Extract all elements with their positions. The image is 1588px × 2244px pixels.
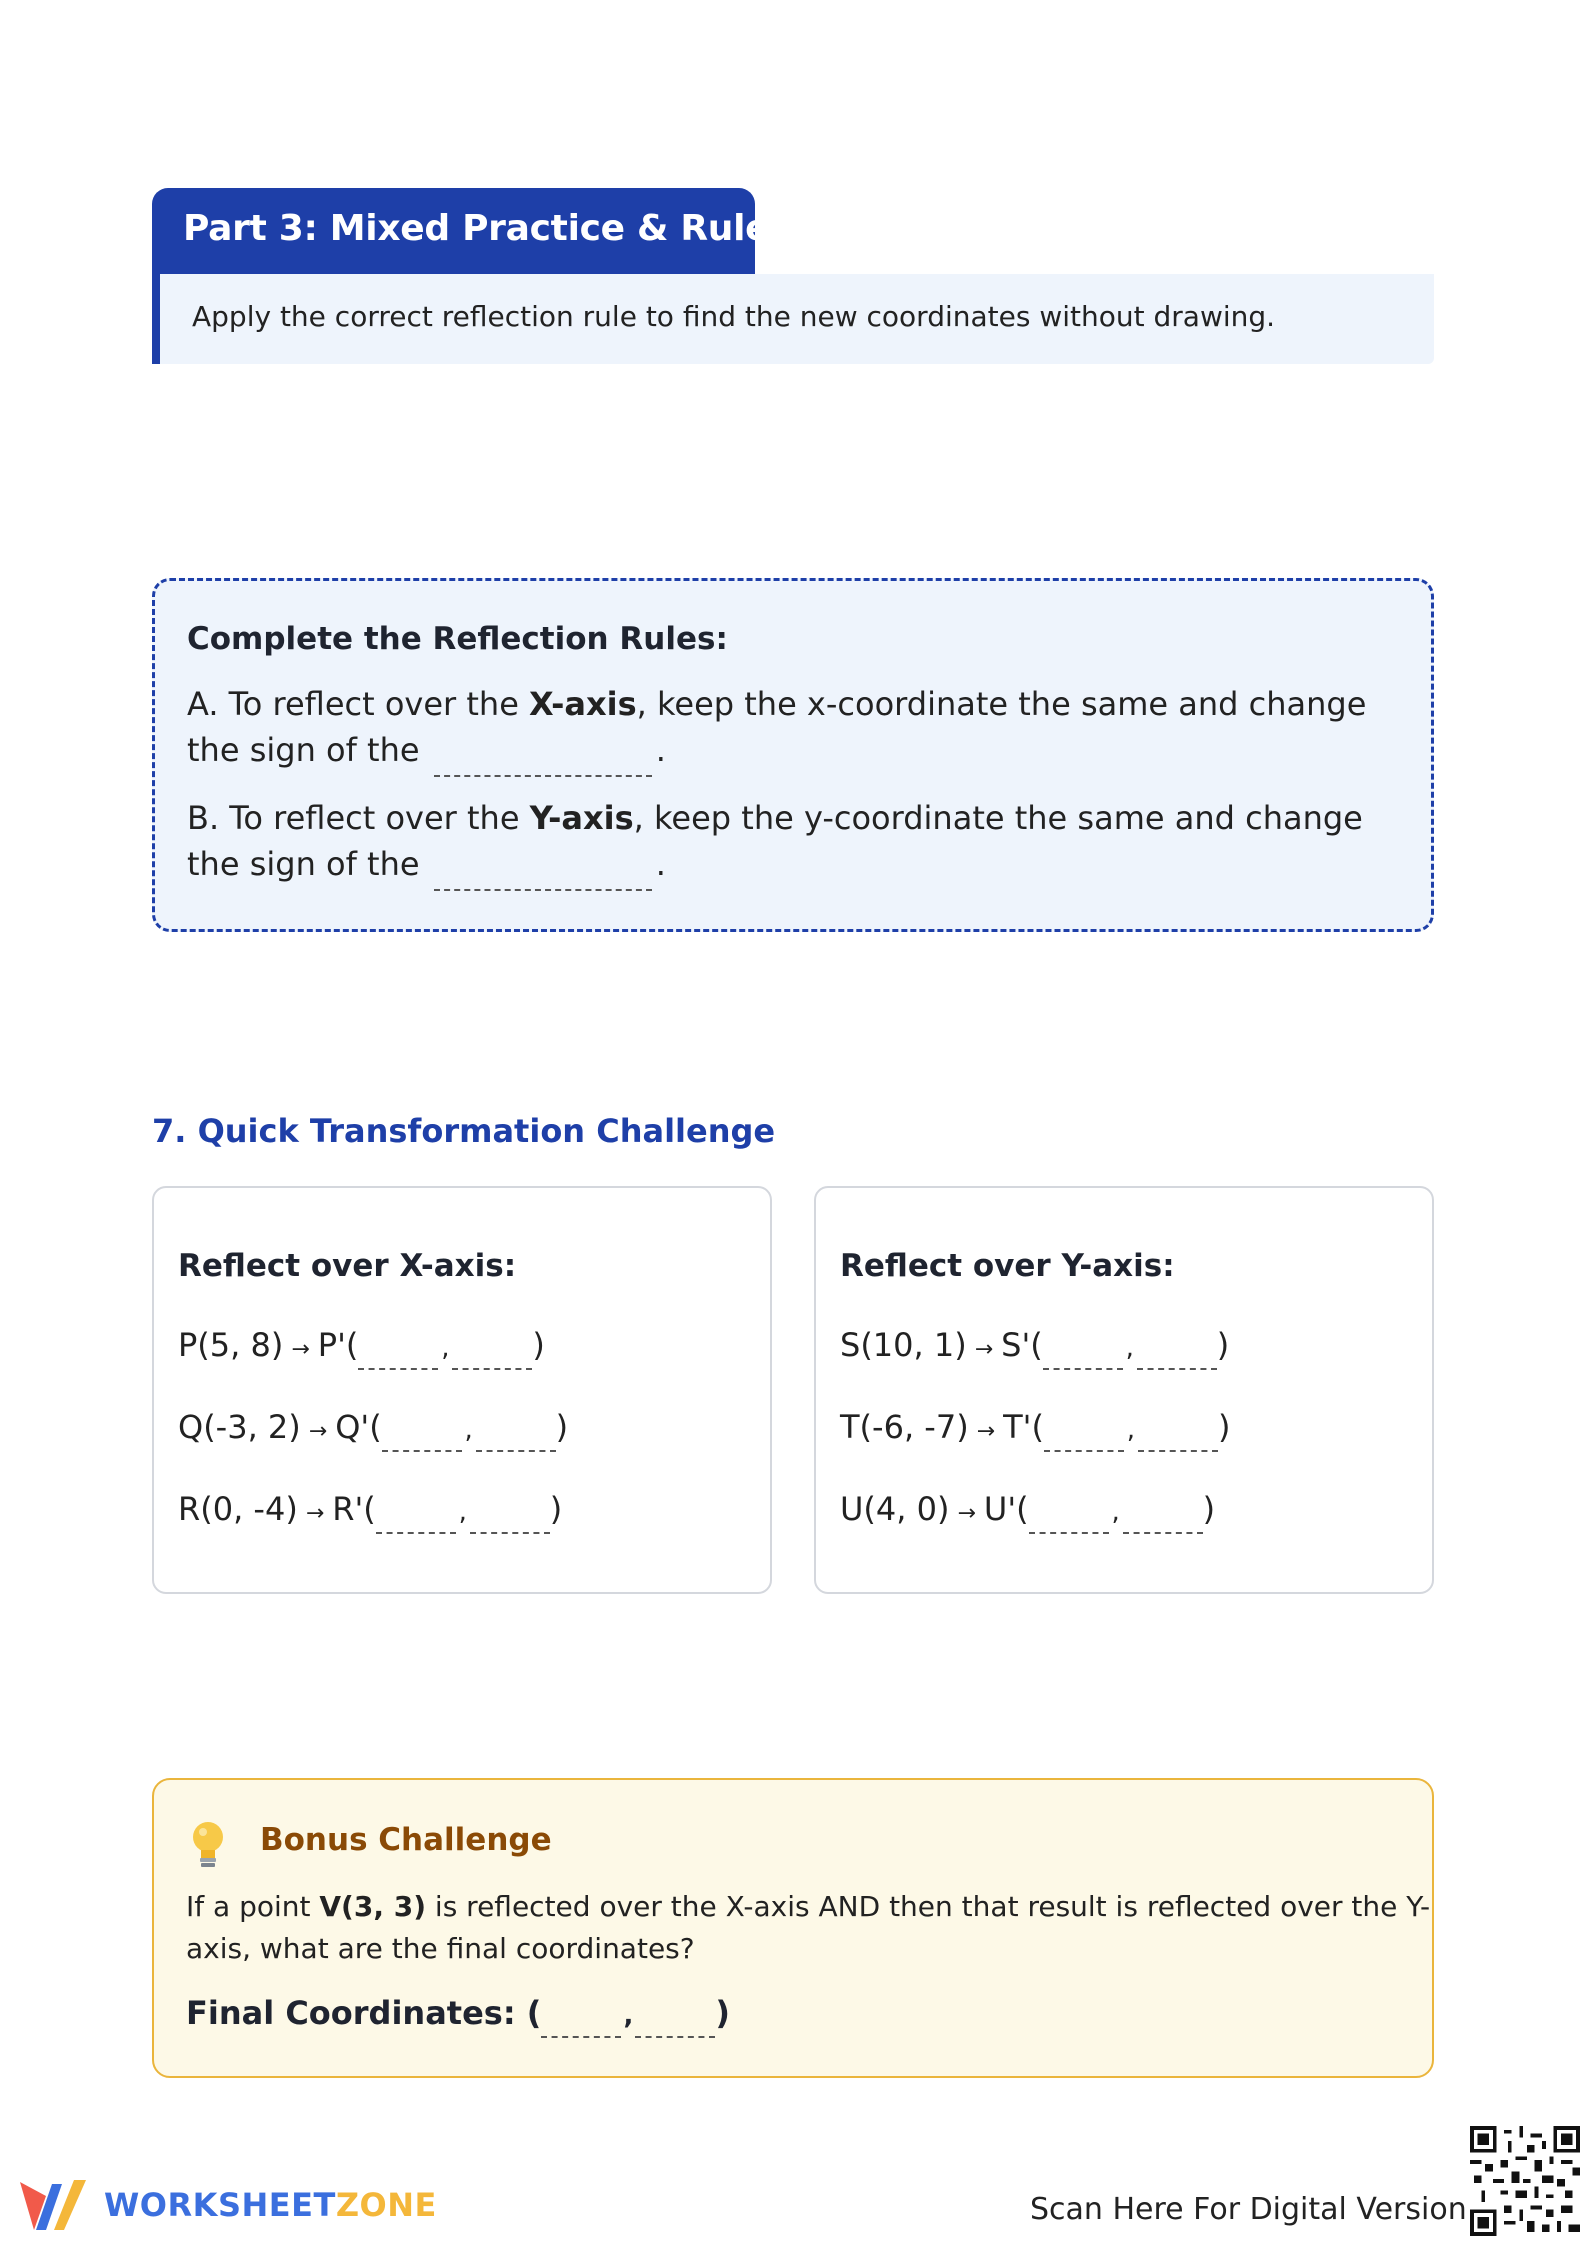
answer-x-blank[interactable] (358, 1338, 438, 1370)
close-paren: ) (1202, 1490, 1216, 1528)
rule-a-continuation: the sign of the (187, 731, 420, 769)
problem-image-label: Q'( (335, 1408, 382, 1446)
arrow-icon: → (974, 1337, 994, 1362)
problem-image-label: R'( (332, 1490, 376, 1528)
x-axis-card-heading: Reflect over X-axis: (178, 1248, 517, 1284)
comma: , (458, 1497, 467, 1527)
final-coordinates (186, 1994, 730, 2038)
part-description: Apply the correct reflection rule to find the new coordinates without drawing. (192, 300, 1276, 333)
comma: , (1125, 1333, 1134, 1363)
rule-b-line2 (187, 845, 666, 891)
answer-x-blank[interactable] (382, 1420, 462, 1452)
comma: , (441, 1333, 450, 1363)
close-paren: ) (1216, 1326, 1230, 1364)
rule-b-prefix: B. To reflect over the (187, 799, 530, 837)
answer-x-blank[interactable] (1043, 1338, 1123, 1370)
answer-y-blank[interactable] (1138, 1420, 1218, 1452)
x-axis-card (152, 1186, 772, 1594)
rule-b-line1 (187, 799, 1363, 837)
bonus-challenge-box (152, 1778, 1434, 2078)
rules-heading: Complete the Reflection Rules: (187, 621, 728, 657)
rule-a-prefix: A. To reflect over the (187, 685, 530, 723)
problem-point: R(0, -4) (178, 1490, 298, 1528)
final-label: Final Coordinates: ( (186, 1994, 542, 2032)
part-title: Part 3: Mixed Practice & Rules (183, 208, 791, 249)
bonus-title: Bonus Challenge (260, 1822, 552, 1858)
arrow-icon: → (305, 1501, 325, 1526)
problem-image-label: T'( (1003, 1408, 1044, 1446)
answer-x-blank[interactable] (1029, 1502, 1109, 1534)
close-paren: ) (549, 1490, 563, 1528)
lightbulb-icon (190, 1820, 226, 1870)
arrow-icon: → (957, 1501, 976, 1526)
problem-image-label: S'( (1001, 1326, 1043, 1364)
close-paren: ) (715, 1994, 731, 2032)
close-paren: ) (532, 1326, 545, 1364)
answer-x-blank[interactable] (1044, 1420, 1124, 1452)
arrow-icon: → (308, 1419, 328, 1444)
arrow-icon: → (976, 1419, 996, 1444)
bonus-prefix: If a point (186, 1890, 320, 1923)
rule-a-axis: X-axis (529, 685, 637, 723)
rule-b-axis: Y-axis (529, 799, 634, 837)
problem-point: P(5, 8) (178, 1326, 284, 1364)
rule-a-suffix: , keep the x-coordinate the same and change (636, 685, 1367, 723)
part-description-box (152, 274, 1434, 364)
problem-r (178, 1490, 562, 1534)
answer-x-blank[interactable] (376, 1502, 456, 1534)
rule-a-answer-blank[interactable] (434, 745, 652, 777)
rule-a-line2 (187, 731, 666, 777)
brand-part1: WORKSHEET (104, 2186, 336, 2224)
problem-s (840, 1326, 1229, 1370)
answer-y-blank[interactable] (470, 1502, 550, 1534)
comma: , (623, 2001, 634, 2031)
scan-text: Scan Here For Digital Version (1030, 2192, 1467, 2227)
section-7-title: 7. Quick Transformation Challenge (152, 1112, 776, 1150)
answer-y-blank[interactable] (452, 1338, 532, 1370)
problem-point: T(-6, -7) (840, 1408, 969, 1446)
rule-b-period: . (655, 845, 666, 883)
rule-a-period: . (655, 731, 666, 769)
answer-y-blank[interactable] (1137, 1338, 1217, 1370)
brand-part2: ZONE (335, 2186, 437, 2224)
problem-t (840, 1408, 1230, 1452)
problem-u (840, 1490, 1215, 1534)
comma: , (1126, 1415, 1136, 1445)
answer-y-blank[interactable] (476, 1420, 556, 1452)
close-paren: ) (1217, 1408, 1231, 1446)
bonus-question-line1 (186, 1890, 1430, 1923)
reflection-rules-box (152, 578, 1434, 932)
part-header-tab (152, 188, 791, 274)
problem-image-label: P'( (317, 1326, 359, 1364)
bonus-question-line2: axis, what are the final coordinates? (186, 1932, 695, 1965)
final-y-blank[interactable] (635, 2006, 715, 2038)
rule-b-continuation: the sign of the (187, 845, 420, 883)
comma: , (464, 1415, 473, 1445)
qr-code-icon[interactable] (1470, 2126, 1580, 2236)
problem-q (178, 1408, 568, 1452)
bonus-point: V(3, 3) (319, 1890, 427, 1923)
problem-point: Q(-3, 2) (178, 1408, 301, 1446)
problem-point: U(4, 0) (840, 1490, 950, 1528)
brand-name (104, 2186, 437, 2224)
worksheetzone-logo-icon (18, 2176, 88, 2236)
y-axis-card (814, 1186, 1434, 1594)
problem-point: S(10, 1) (840, 1326, 967, 1364)
comma: , (1111, 1497, 1120, 1527)
rule-a-line1 (187, 685, 1366, 723)
y-axis-card-heading: Reflect over Y-axis: (840, 1248, 1175, 1284)
arrow-icon: → (291, 1337, 310, 1362)
close-paren: ) (555, 1408, 569, 1446)
final-x-blank[interactable] (541, 2006, 621, 2038)
problem-p (178, 1326, 545, 1370)
rule-b-suffix: , keep the y-coordinate the same and change (633, 799, 1363, 837)
rule-b-answer-blank[interactable] (434, 859, 652, 891)
answer-y-blank[interactable] (1123, 1502, 1203, 1534)
bonus-suffix: is reflected over the X-axis AND then that result is reflected over the Y- (426, 1890, 1431, 1923)
problem-image-label: U'( (983, 1490, 1029, 1528)
